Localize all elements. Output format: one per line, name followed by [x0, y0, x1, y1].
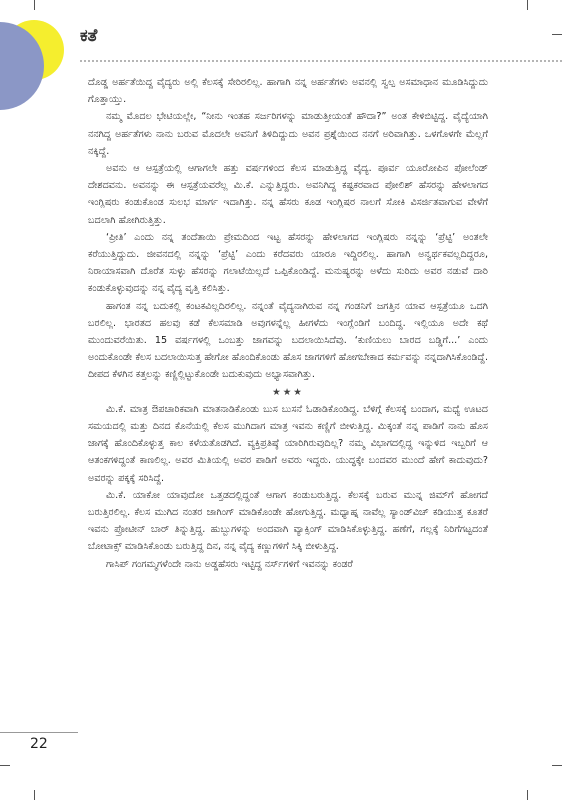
section-title: ಕತೆ	[80, 26, 98, 46]
crop-mark	[552, 765, 562, 766]
crop-mark	[527, 0, 528, 10]
article-body	[88, 74, 488, 573]
crop-mark	[34, 790, 35, 800]
paragraph: ಮಿ.ಕೆ. ಮಾತ್ರ ಔಪಚಾರಿಕವಾಗಿ ಮಾತನಾಡಿಕೊಂಡು ಬುಸ ಬುಸನೆ ಓಡಾಡಿಕೊಂಡಿದ್ದ. ಬೆಳಿಗ್ಗೆ ಕೆಲಸಕ್ಕೆ ಬಂದಾಗ, ಮಧ್ಯೆ ಊಟದ ಸಮಯದಲ್ಲಿ ಮತ್ತು ದಿನದ ಕೊನೆಯಲ್ಲಿ ಕೆಲಸ ಮುಗಿದಾಗ ಮಾತ್ರ ಇವನು ಕಣ್ಣಿಗೆ ಬೀಳುತ್ತಿದ್ದ. ಮಿಕ್ಕಂತೆ ನನ್ನ ಪಾಡಿಗೆ ನಾನು ಹೊಸ ಜಾಗಕ್ಕೆ ಹೊಂದಿಕೊಳ್ಳುತ್ತ ಕಾಲ ಕಳೆಯತೊಡಗಿದೆ. ವ್ಯಕ್ತಿಪ್ರತಿಷ್ಠೆ ಯಾರಿಗಿರುವುದಿಲ್ಲ? ನಮ್ಮ ವಿಭಾಗದಲ್ಲಿದ್ದ ಇನ್ನುಳಿದ ಇಬ್ಬರಿಗೆ ಆ ಆತಂಕಗಳಿದ್ದಂತೆ ಕಾಣಲಿಲ್ಲ. ಅವರ ಮಿತಿಯಲ್ಲಿ ಅವರ ಪಾಡಿಗೆ ಅವರು ಇದ್ದರು. ಯುದ್ಧಕ್ಕೇ ಬಂದವರ ಮುಂದೆ ಹೇಗೆ ಕಾದುವುದು? ಅವರನ್ನು ಪಕ್ಕಕ್ಕೆ ಸರಿಸಿದ್ದೆ.	[88, 403, 488, 484]
paragraph: ಗಾಸಿಪ್ ಗಂಗಮ್ಮಗಳೆಂದೇ ನಾನು ಅಡ್ಡಹೆಸರು ಇಟ್ಟಿದ್ದ ನರ್ಸ್‌ಗಳಿಗೆ ಇವನನ್ನು ಕಂಡರೆ	[106, 558, 353, 570]
paragraph: ಹಾಗಂತ ನನ್ನ ಬದುಕಲ್ಲಿ ಕಂಟಕವಿಲ್ಲದಿರಲಿಲ್ಲ. ನನ್ನಂತೆ ವೈದ್ಯನಾಗಿರುವ ನನ್ನ ಗಂಡನಿಗೆ ಜಗತ್ತಿನ ಯಾವ ಆಸ್ಪತ್ರೆಯೂ ಒದಗಿ ಬರಲಿಲ್ಲ. ಭಾರತದ ಹಲವು ಕಡೆ ಕೆಲಸಮಾಡಿ ಅವುಗಳನ್ನೆಲ್ಲ ಹೀಗಳೆದು ಇಂಗ್ಲೆಂಡಿಗೆ ಬಂದಿದ್ದ. ಇಲ್ಲಿಯೂ ಅದೇ ಕಥೆ ಮುಂದುವರೆಯಿತು. 15 ವರ್ಷಗಳಲ್ಲಿ ಒಂಬತ್ತು ಜಾಗವನ್ನು ಬದಲಾಯಿಸಿದೆವು. ‘ಕುಣಿಯಲು ಬಾರದ ಬಡ್ಡಿಗೆ...’ ಎಂದು ಅಂದುಕೊಂಡೇ ಕೆಲಸ ಬದಲಾಯಿಸುತ್ತ ಹೇಗೋ ಹೊಂದಿಕೊಂಡು ಹೊಸ ಜಾಗಗಳಿಗೆ ಹೋಗಬೇಕಾದ ಕರ್ಮವನ್ನು ನನ್ನದಾಗಿಸಿಕೊಂಡಿದ್ದೆ. ದೀಪದ ಕೆಳಗಿನ ಕತ್ತಲನ್ನು ಕಣ್ಣಿಲ್ಲಿಟ್ಟುಕೊಂಡೇ ಬದುಕುವುದು ಅಭ್ಯಾಸವಾಗಿತ್ತು.	[88, 300, 488, 381]
section-separator: ★★★	[272, 386, 304, 398]
paragraph: ನಮ್ಮ ಮೊದಲ ಭೇಟಿಯಲ್ಲೇ, “ನೀನು ಇಂತಹ ಸರ್ಜರಿಗಳನ್ನು ಮಾಡುತ್ತೀಯಂತೆ ಹೌದಾ?” ಅಂತ ಕೇಳಿಬಿಟ್ಟಿದ್ದ. ವೈದ್ಯೆಯಾಗಿ ನನಗಿದ್ದ ಅರ್ಹತೆಗಳು ನಾನು ಬರುವ ಮೊದಲೇ ಅವನಿಗೆ ತಿಳಿದಿದ್ದುದು ಅವನ ಪ್ರಶ್ನೆಯಿಂದ ನನಗೆ ಅರಿವಾಗಿತ್ತು. ಒಳಗೊಳಗೇ ಮೆಲ್ಲಗೆ ನಕ್ಕಿದ್ದೆ.	[88, 111, 488, 157]
crop-mark	[527, 790, 528, 800]
footer-rule	[0, 732, 78, 733]
paragraph: ‘ಪ್ರೀತಿ’ ಎಂದು ನನ್ನ ತಂದೆತಾಯಿ ಪ್ರೇಮದಿಂದ ಇಟ್ಟ ಹೆಸರನ್ನು ಹೇಳಲಾಗದ ಇಂಗ್ಲಿಷರು ನನ್ನನ್ನು ‘ಪ್ರೆಟ್ಟಿ’ ಅಂತಲೇ ಕರೆಯುತ್ತಿದ್ದುದು. ಜೀವನದಲ್ಲಿ ನನ್ನನ್ನು ‘ಪ್ರೆಟ್ಟಿ’ ಎಂದು ಕರೆದವರು ಯಾರೂ ಇದ್ದಿರಲಿಲ್ಲ. ಹಾಗಾಗಿ ಅನ್ವರ್ಥಕವಲ್ಲದಿದ್ದರೂ, ನಿರಾಯಾಸವಾಗಿ ದೊರೆತ ಸುಳ್ಳು ಹೆಸರನ್ನು ಗಲಾಟೆಯಿಲ್ಲದೆ ಒಪ್ಪಿಕೊಂಡಿದ್ದೆ. ಮನುಷ್ಯರನ್ನು ಅಳೆದು ಸುರಿದು ಅವರ ನಡುವೆ ದಾರಿ ಕಂಡುಕೊಳ್ಳುವುದನ್ನು ನನ್ನ ವೈದ್ಯ ವೃತ್ತಿ ಕಲಿಸಿತ್ತು.	[88, 231, 488, 295]
page-number: 22	[30, 736, 48, 752]
paragraph: ಅವನು ಆ ಆಸ್ಪತ್ರೆಯಲ್ಲಿ ಆಗಾಗಲೇ ಹತ್ತು ವರ್ಷಗಳಿಂದ ಕೆಲಸ ಮಾಡುತ್ತಿದ್ದ ವೈದ್ಯ. ಪೂರ್ವ ಯೂರೋಪಿನ ಪೋಲೆಂಡ್ ದೇಶದವನು. ಅವನನ್ನು ಈ ಆಸ್ಪತ್ರೆಯವರೆಲ್ಲ ಮಿ.ಕೆ. ಎನ್ನುತ್ತಿದ್ದರು. ಅವನಿಗಿದ್ದ ಕಷ್ಟಕರವಾದ ಪೋಲಿಶ್ ಹೆಸರನ್ನು ಹೇಳಲಾಗದ ಇಂಗ್ಲಿಷರು ಕಂಡುಕೊಂಡ ಸುಲಭ ಮಾರ್ಗ ಇದಾಗಿತ್ತು. ನನ್ನ ಹೆಸರು ಕೂಡ ಇಂಗ್ಲಿಷರ ನಾಲಗೆ ಸೋಕಿ ವಿಸರ್ಜಿತವಾಗುವ ವೇಳೆಗೆ ಬದಲಾಗಿ ಹೋಗಿರುತ್ತಿತ್ತು.	[88, 163, 488, 226]
decorative-circles	[0, 0, 70, 110]
crop-mark	[0, 765, 10, 766]
paragraph: ದೊಡ್ಡ ಅರ್ಹತೆಯಿದ್ದ ವೈದ್ಯರು ಅಲ್ಲಿ ಕೆಲಸಕ್ಕೆ ಸೇರಿರಲಿಲ್ಲ. ಹಾಗಾಗಿ ನನ್ನ ಅರ್ಹತೆಗಳು ಅವನಲ್ಲಿ ಸ್ವಲ್ಪ ಅಸಮಾಧಾನ ಮೂಡಿಸಿದ್ದುದು ಗೊತ್ತಾಯ್ತು.	[88, 77, 488, 106]
header-dotted-rule	[80, 60, 562, 62]
paragraph: ಮಿ.ಕೆ. ಯಾಕೋ ಯಾವುದೋ ಒತ್ತಡದಲ್ಲಿದ್ದಂತೆ ಆಗಾಗ ಕಂಡುಬರುತ್ತಿದ್ದ. ಕೆಲಸಕ್ಕೆ ಬರುವ ಮುನ್ನ ಜಿಮ್‌ಗೆ ಹೋಗದೆ ಬರುತ್ತಿರಲಿಲ್ಲ. ಕೆಲಸ ಮುಗಿದ ನಂತರ ಜಾಗಿಂಗ್ ಮಾಡಿಕೊಂಡೇ ಹೋಗುತ್ತಿದ್ದ. ಮಧ್ಯಾಹ್ನ ನಾವೆಲ್ಲ ಸ್ಯಾಂಡ್‌ವಿಚ್ ಕಡಿಯುತ್ತ ಕೂತರೆ ಇವನು ಪ್ರೋಟೀನ್ ಬಾರ್ ತಿನ್ನುತ್ತಿದ್ದ. ಹುಬ್ಬುಗಳನ್ನು ಅಂದವಾಗಿ ವ್ಯಾಕ್ಸಿಂಗ್ ಮಾಡಿಸಿಕೊಳ್ಳುತ್ತಿದ್ದ. ಹಣೆಗೆ, ಗಲ್ಲಕ್ಕೆ ನಿರಿಗೆಗಟ್ಟದಂತೆ ಬೋಟಾಕ್ಸ್ ಮಾಡಿಸಿಕೊಂಡು ಬರುತ್ತಿದ್ದ ದಿನ, ನನ್ನ ವೈದ್ಯ ಕಣ್ಣುಗಳಿಗೆ ಸಿಕ್ಕಿ ಬೀಳುತ್ತಿದ್ದ.	[88, 489, 488, 553]
crop-mark	[552, 34, 562, 35]
